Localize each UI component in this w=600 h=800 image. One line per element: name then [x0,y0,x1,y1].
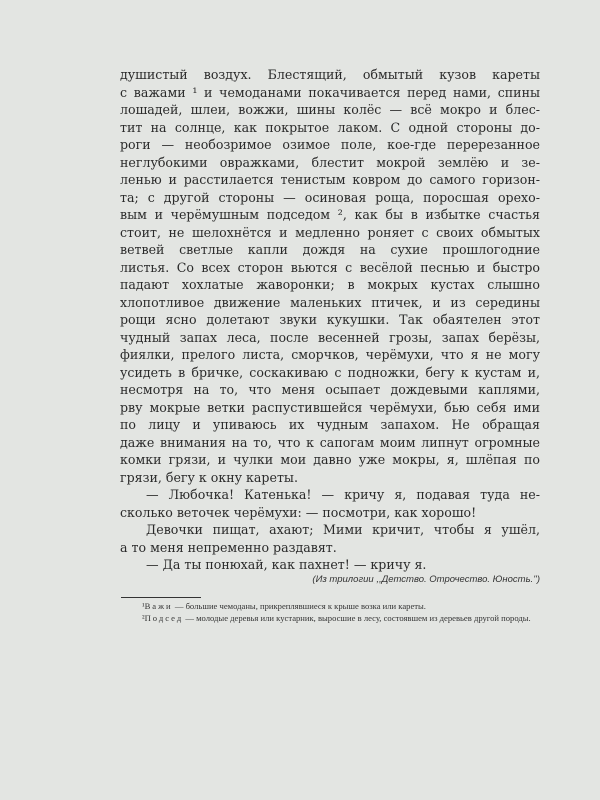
footnote-mark: ² [142,612,145,623]
text-line: рву мокрые ветки распустившейся черёмухи, бью себя ими [120,399,540,415]
text-line: комки грязи, и чулки мои давно уже мокры, я, шлёпая по [120,452,540,467]
text-line: сколько веточек черёмухи: — посмотри, как хорошо! [120,504,477,520]
footnotes [120,601,540,624]
footnote-text: — молодые деревья или кустарник, выросшие в лесу, состоявшем из деревьев другой породы. [183,612,531,623]
text-line: чудный запах леса, после весенней грозы, запах берёзы, [120,329,540,345]
text-line: — Любочка! Катенька! — кричу я, подавая туда не- [146,487,540,502]
text-line: грязи, бегу к окну кареты. [120,469,298,485]
text-line: несмотря на то, что меня осыпает дождевыми каплями, [120,382,540,397]
footnote-text: — большие чемоданы, прикреплявшиеся к крыше возка или кареты. [172,601,426,611]
text-line: Девочки пищат, ахают; Мими кричит, чтобы я ушёл, [146,522,540,537]
text-line: ветвей светлые капли дождя на сухие прошлогодние [120,242,540,257]
text-line: рощи ясно долетают звуки кукушки. Так обаятелен этот [120,312,540,327]
text-line: вым и черёмушным подседом ², как бы в избытке счастья [120,207,540,222]
text-line: ленью и расстилается тенистым ковром до самого горизон- [120,172,540,187]
text-line: роги — необозримое озимое поле, кое-где перерезанное [120,137,540,152]
text-line: стоит, не шелохнётся и медленно роняет с своих обмытых [120,224,540,240]
text-line: фиялки, прелого листа, сморчков, черёмухи, что я не могу [120,347,540,362]
text-line: душистый воздух. Блестящий, обмытый кузов кареты [120,67,540,82]
footnote-term: Подсед [144,612,184,623]
text-line: лошадей, шлеи, вожжи, шины колёс — всё мокро и блес- [120,102,540,117]
text-line: — Да ты понюхай, как пахнет! — кричу я. [146,557,427,572]
footnote-term: Важи [144,601,173,611]
text-line: та; с другой стороны — осиновая роща, поросшая орехо- [120,189,540,205]
text-line: с важами ¹ и чемоданами покачивается перед нами, спины [120,84,540,100]
text-line: усидеть в бричке, соскакиваю с подножки, бегу к кустам и, [120,364,540,380]
footnote-divider [121,597,201,598]
attribution: (Из трилогии ,,Детство. Отрочество. Юность.'') [312,574,540,585]
footnote-2 [120,613,540,625]
main-text [120,66,540,574]
text-line: по лицу и упиваюсь их чудным запахом. Не обращая [120,417,540,432]
text-line: листья. Со всех сторон вьются с весёлой песнью и быстро [120,259,540,275]
text-line: тит на солнце, как покрытое лаком. С одной стороны до- [120,119,540,135]
footnote-1 [120,601,540,613]
text-line: даже внимания на то, что к сапогам моим липнут огромные [120,434,540,450]
text-line: хлопотливое движение маленьких птичек, и из середины [120,294,540,310]
text-line: неглубокими овражками, блестит мокрой землёю и зе- [120,154,540,170]
text-line: а то меня непременно раздавят. [120,539,337,555]
text-line: падают хохлатые жаворонки; в мокрых кустах слышно [120,277,540,292]
footnote-mark: ¹ [142,601,145,611]
